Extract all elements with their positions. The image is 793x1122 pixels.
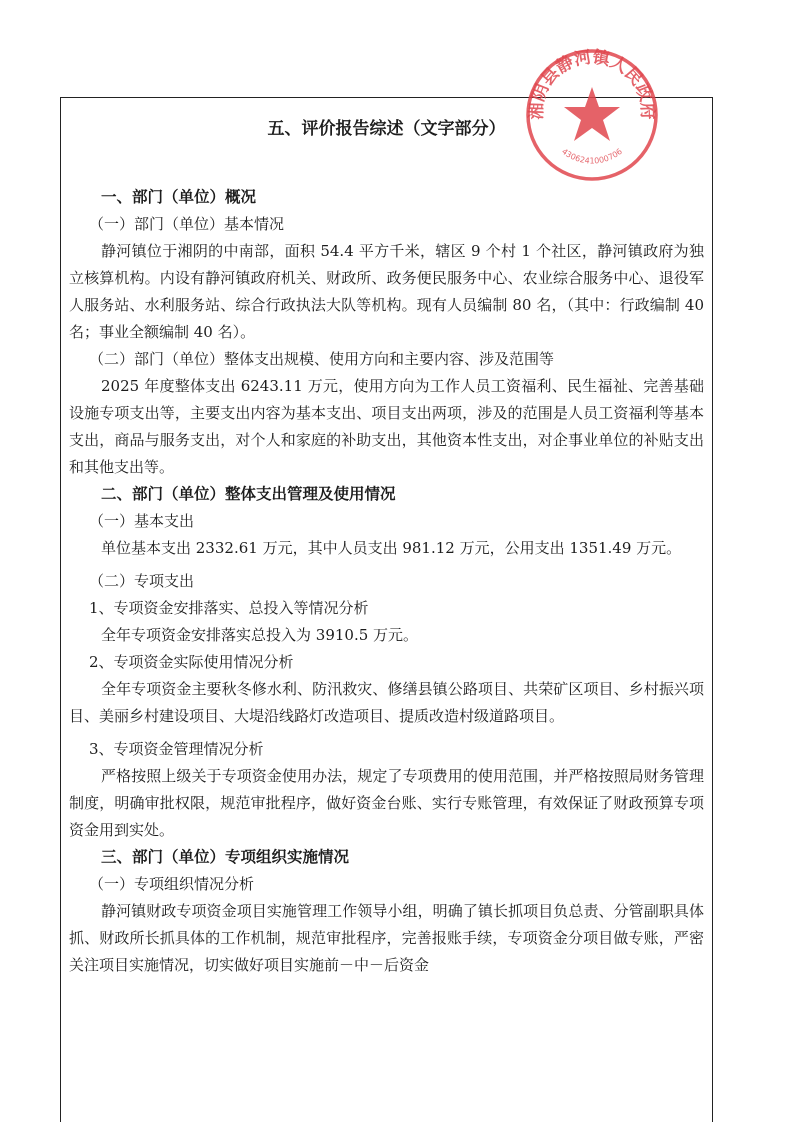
document-frame xyxy=(60,97,713,1122)
paragraph-3-1: 静河镇财政专项资金项目实施管理工作领导小组，明确了镇长抓项目负总责、分管副职具体抓、财政所长抓具体的工作机制，规范审批程序，完善报账手续，专项资金分项目做专账，严密关注项目实施情况，切实做好项目实施前－中－后资金 xyxy=(69,902,704,974)
paragraph-2-3: 全年专项资金主要秋冬修水利、防汛救灾、修缮县镇公路项目、共荣矿区项目、乡村振兴项目、美丽乡村建设项目、大堤沿线路灯改造项目、提质改造村级道路项目。 xyxy=(69,680,704,725)
document-body xyxy=(61,98,712,1122)
paragraph-2-2: 全年专项资金安排落实总投入为 3910.5 万元。 xyxy=(101,626,419,644)
subheading-1-2: （二）部门（单位）整体支出规模、使用方向和主要内容、涉及范围等 xyxy=(89,350,555,368)
subheading-3-1: （一）专项组织情况分析 xyxy=(89,875,255,893)
paragraph-2-1: 单位基本支出 2332.61 万元，其中人员支出 981.12 万元，公用支出 1351.49 万元。 xyxy=(101,539,682,557)
section-heading-3: 三、部门（单位）专项组织实施情况 xyxy=(101,848,350,866)
subheading-1-1: （一）部门（单位）基本情况 xyxy=(89,215,285,233)
svg-text:4306241000706 xyxy=(560,147,624,166)
subheading-2-1: （一）基本支出 xyxy=(89,512,195,530)
item-2-2-2: 2、专项资金实际使用情况分析 xyxy=(89,653,294,671)
section-heading-2: 二、部门（单位）整体支出管理及使用情况 xyxy=(101,485,396,503)
seal-text: 湘阴县静河镇人民政府 xyxy=(526,47,658,120)
page-title: 五、评价报告综述（文字部分） xyxy=(267,119,506,139)
item-2-2-3: 3、专项资金管理情况分析 xyxy=(89,740,264,758)
item-2-2-1: 1、专项资金安排落实、总投入等情况分析 xyxy=(89,599,369,617)
paragraph-2-4: 严格按照上级关于专项资金使用办法，规定了专项费用的使用范围，并严格按照局财务管理制度，明确审批权限，规范审批程序，做好资金台账、实行专账管理，有效保证了财政预算专项资金用到实处。 xyxy=(69,767,704,839)
paragraph-1-2: 2025 年度整体支出 6243.11 万元，使用方向为工作人员工资福利、民生福祉、完善基础设施专项支出等，主要支出内容为基本支出、项目支出两项，涉及的范围是人员工资福利等基本支出，商品与服务支出，对个人和家庭的补助支出，其他资本性支出，对企事业单位的补贴支出和其他支出等。 xyxy=(69,377,704,476)
paragraph-1-1: 静河镇位于湘阴的中南部，面积 54.4 平方千米，辖区 9 个村 1 个社区，静河镇政府为独立核算机构。内设有静河镇政府机关、财政所、政务便民服务中心、农业综合服务中心、退役军人服务站、水利服务站、综合行政执法大队等机构。现有人员编制 80 名，（其中：行政编制 40 名；事业全额编制 40 名）。 xyxy=(69,242,704,341)
seal-code: 4306241000706 xyxy=(560,146,624,166)
subheading-2-2: （二）专项支出 xyxy=(89,572,195,590)
section-heading-1: 一、部门（单位）概况 xyxy=(101,188,257,206)
official-seal-icon xyxy=(522,45,662,185)
